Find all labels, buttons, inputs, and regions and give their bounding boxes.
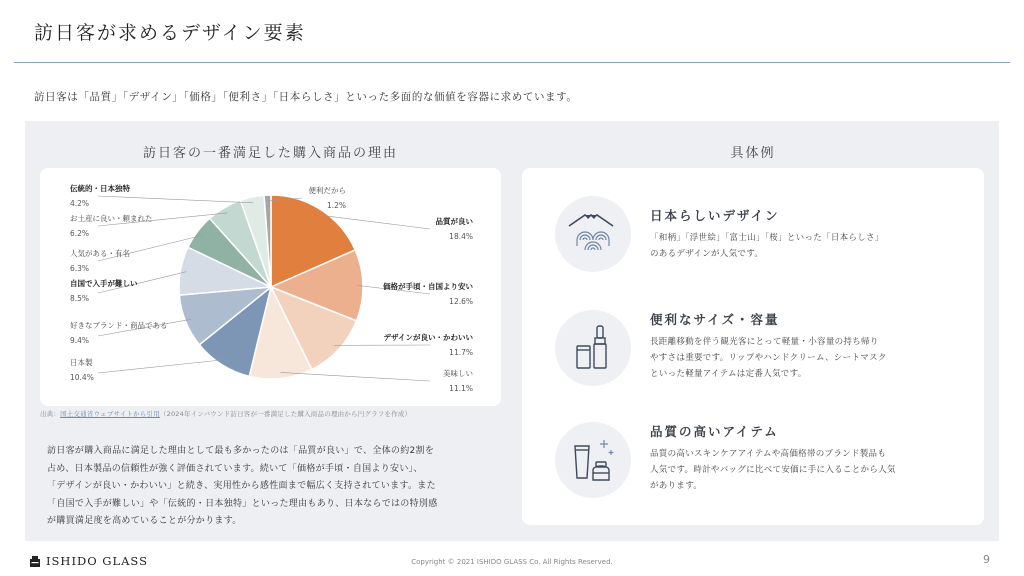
slice-leader-line <box>98 360 225 373</box>
slice-label-favorite-brand: 好きなブランド・商品である 9.4% <box>70 321 168 345</box>
example-line: といった軽量アイテムは定番人気です。 <box>650 369 807 379</box>
example-title-convenient-size: 便利なサイズ・容量 <box>650 312 780 327</box>
example-text-high-quality <box>650 446 970 494</box>
example-line: 人気です。時計やバッグに比べて安価に手に入ることから人気 <box>650 465 896 475</box>
copyright: Copyright © 2021 ISHIDO GLASS Co. All Rights Reserved. <box>411 558 613 566</box>
example-line: やすさは重要です。リップやハンドクリーム、シートマスク <box>650 353 887 363</box>
slice-label-traditional: 伝統的・日本独特 4.2% <box>70 184 130 208</box>
chart-source <box>40 409 411 418</box>
page-number: 9 <box>983 553 990 566</box>
source-prefix: 出典： <box>40 410 61 418</box>
example-title-high-quality: 品質の高いアイテム <box>650 424 779 439</box>
travel-size-bottles-icon <box>555 310 631 386</box>
logo-text: ISHIDO GLASS <box>46 554 148 568</box>
slice-label-souvenir: お土産に良い・頼まれた 6.2% <box>70 214 153 238</box>
mount-fuji-waves-icon <box>555 196 631 272</box>
skincare-jar-sparkle-icon <box>555 422 631 498</box>
chart-heading: 訪日客の一番満足した購入商品の理由 <box>142 146 398 161</box>
summary-line: 「自国で入手が難しい」や「伝統的・日本独特」といった理由もあり、日本ならではの特別感 <box>47 498 438 509</box>
slice-label-hard-to-get: 自国で入手が難しい 8.5% <box>70 279 138 303</box>
source-suffix: （2024年インバウンド訪日客が一番満足した購入商品の理由から円グラフを作成） <box>159 410 412 418</box>
example-title-japanese-design: 日本らしいデザイン <box>650 208 780 223</box>
example-text-convenient-size <box>650 334 970 382</box>
lead-text: 訪日客は「品質」「デザイン」「価格」「便利さ」「日本らしさ」といった多面的な価値を容器に求めています。 <box>34 91 578 103</box>
slice-label-made-in-japan: 日本製 10.4% <box>70 358 94 382</box>
summary-line: が購買満足度を高めていることが分かります。 <box>47 516 242 526</box>
example-line: 長距離移動を伴う観光客にとって軽量・小容量の持ち帰り <box>650 337 879 347</box>
chart-card <box>40 168 501 406</box>
slice-label-popular: 人気がある・有名 6.3% <box>70 249 130 273</box>
source-link[interactable]: 国土交通省ウェブサイトから引用 <box>60 410 160 418</box>
slice-label-convenient: 便利だから 1.2% <box>308 186 346 210</box>
slice-label-price: 価格が手頃・自国より安い 12.6% <box>383 282 473 306</box>
slice-label-tasty: 美味しい 11.1% <box>443 369 473 393</box>
examples-heading: 具体例 <box>730 146 776 161</box>
chart-summary <box>47 443 499 531</box>
summary-line: 訪日客が購入商品に満足した理由として最も多かったのは「品質が良い」で、全体の約2割を <box>47 446 435 456</box>
example-text-japanese-design <box>650 230 970 262</box>
example-line: のあるデザインが人気です。 <box>650 249 764 259</box>
slice-label-quality: 品質が良い 18.4% <box>435 217 473 241</box>
example-line: があります。 <box>650 481 703 491</box>
slice-leader-line <box>280 372 430 381</box>
title-divider <box>14 62 1010 63</box>
page-title: 訪日客が求めるデザイン要素 <box>34 22 306 44</box>
slice-label-design: デザインが良い・かわいい 11.7% <box>383 333 473 357</box>
example-line: 「和柄」「浮世絵」「富士山」「桜」といった「日本らしさ」 <box>650 233 884 243</box>
example-line: 品質の高いスキンケアアイテムや高価格帯のブランド製品も <box>650 449 887 459</box>
summary-line: 占め、日本製品の信頼性が強く評価されています。続いて「価格が手頃・自国より安い」、 <box>47 463 423 474</box>
summary-line: 「デザインが良い・かわいい」と続き、実用性から感性面まで幅広く支持されています。また <box>47 481 436 491</box>
